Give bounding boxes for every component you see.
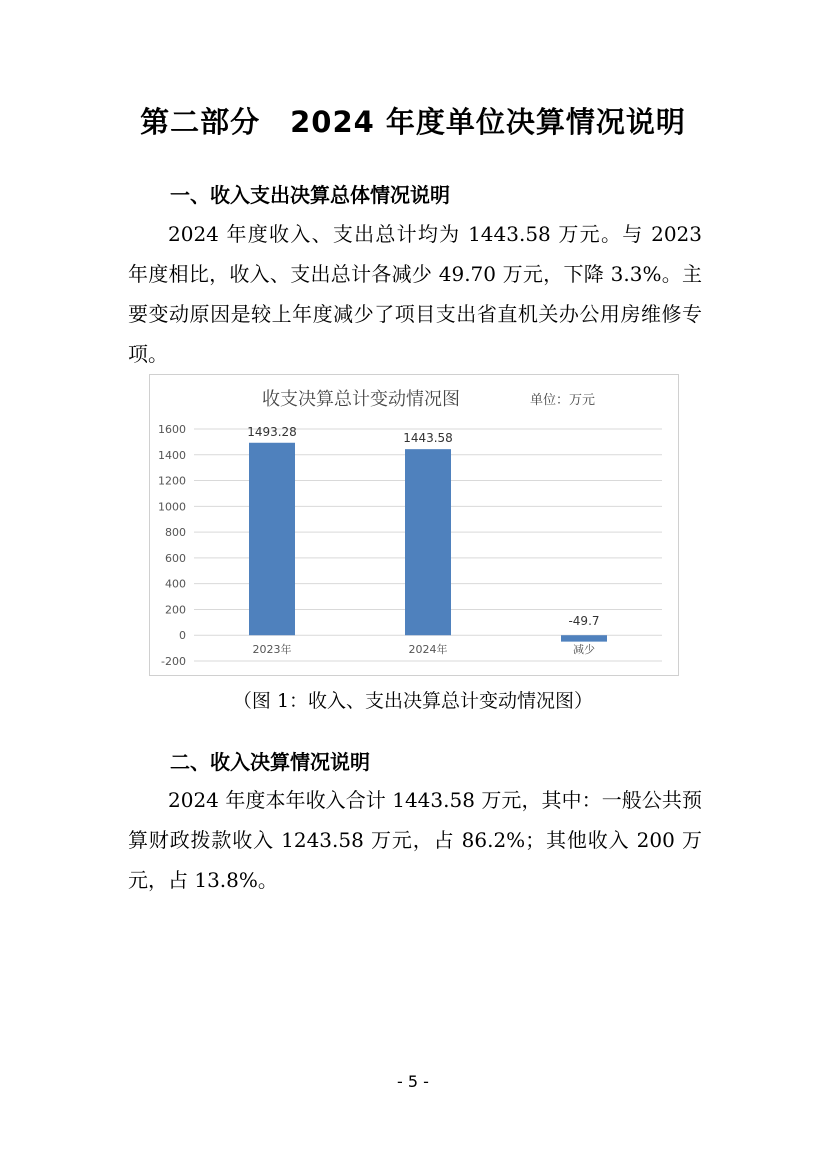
- y-tick-label: 1200: [158, 474, 186, 488]
- bar: [561, 635, 607, 641]
- y-tick-label: 1400: [158, 448, 186, 462]
- x-tick-label: 2024年: [408, 643, 448, 657]
- page-number: - 5 -: [397, 1072, 429, 1091]
- y-tick-label: 200: [165, 603, 186, 617]
- bar: [405, 449, 451, 635]
- y-tick-label: 400: [165, 577, 186, 591]
- overview-paragraph: [128, 214, 702, 374]
- data-label: 1493.28: [247, 424, 297, 439]
- bar: [249, 443, 295, 635]
- x-tick-label: 减少: [573, 643, 595, 657]
- y-tick-label: 600: [165, 551, 186, 565]
- chart-plot: [150, 375, 678, 675]
- data-label: -49.7: [568, 614, 600, 629]
- y-tick-label: 800: [165, 526, 186, 540]
- section-heading-income: 二、收入决算情况说明: [170, 750, 370, 774]
- page-title: 第二部分 2024 年度单位决算情况说明: [140, 105, 686, 139]
- income-expense-chart: [149, 374, 679, 676]
- y-tick-label: -200: [161, 655, 186, 668]
- section-heading-overview: 一、收入支出决算总体情况说明: [170, 183, 450, 207]
- income-paragraph: [128, 780, 702, 900]
- y-tick-label: 1000: [158, 500, 186, 514]
- y-tick-label: 0: [179, 629, 186, 643]
- chart-unit-label: 单位：万元: [530, 393, 596, 408]
- x-tick-label: 2023年: [252, 643, 292, 657]
- y-tick-label: 1600: [158, 423, 186, 436]
- income-paragraph-text: 2024 年度本年收入合计 1443.58 万元，其中：一般公共预算财政拨款收入 1243.58 万元，占 86.2%；其他收入 200 万元，占 13.8%。: [128, 788, 702, 892]
- chart-title: 收支决算总计变动情况图: [262, 389, 460, 410]
- data-label: 1443.58: [403, 431, 453, 446]
- figure-caption: （图 1：收入、支出决算总计变动情况图）: [232, 690, 594, 712]
- overview-paragraph-text: 2024 年度收入、支出总计均为 1443.58 万元。与 2023 年度相比，收入、支出总计各减少 49.70 万元，下降 3.3%。主要变动原因是较上年度减少了项目支出省直机关办公用房维修专项。: [128, 222, 702, 366]
